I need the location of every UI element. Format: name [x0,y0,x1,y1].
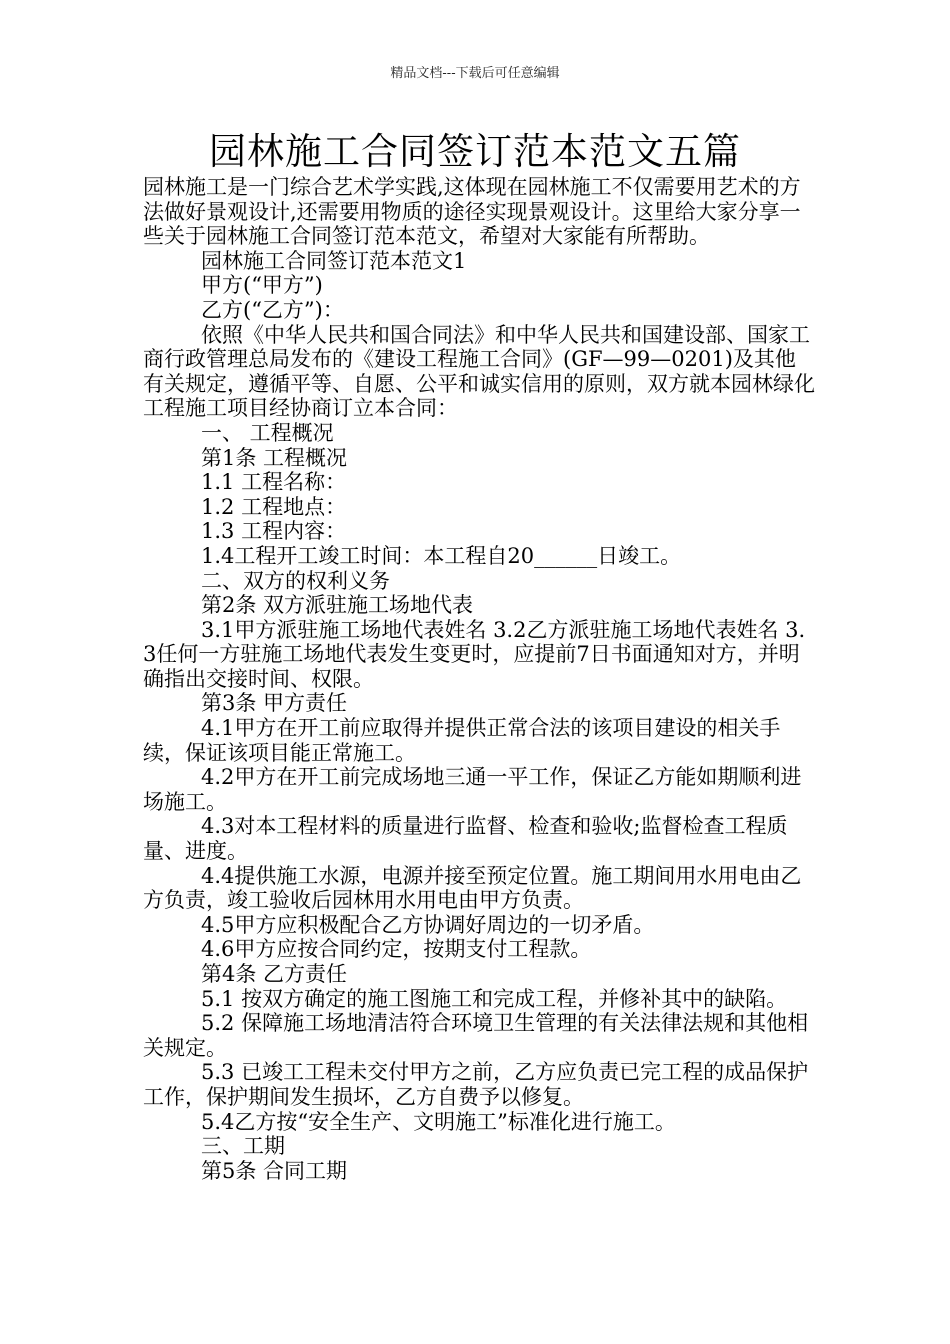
document-body [143,175,815,1183]
paragraph: 依照《中华人民共和国合同法》和中华人民共和国建设部、国家工商行政管理总局发布的《建设工程施工合同》(GF—99—0201)及其他有关规定，遵循平等、自愿、公平和诚实信用的原则，双方就本园林绿化工程施工项目经协商订立本合同： [143,322,815,421]
document-title: 园林施工合同签订范本范文五篇 [209,130,741,173]
paragraph: 三、工期 [201,1134,285,1159]
paragraph: 5.2 保障施工场地清洁符合环境卫生管理的有关法律法规和其他相关规定。 [143,1011,809,1060]
paragraph: 1.1 工程名称： [201,470,347,495]
paragraph: 4.2甲方在开工前完成场地三通一平工作，保证乙方能如期顺利进场施工。 [143,765,802,814]
paragraph: 第2条 双方派驻施工场地代表 [201,593,474,618]
paragraph: 1.4工程开工竣工时间：本工程自20______日竣工。 [201,543,682,568]
paragraph: 乙方(“乙方”)： [201,297,344,322]
paragraph: 1.3 工程内容： [201,519,347,544]
paragraph: 甲方(“甲方”) [201,273,323,298]
paragraph: 园林施工是一门综合艺术学实践,这体现在园林施工不仅需要用艺术的方法做好景观设计,还需要用物质的途径实现景观设计。这里给大家分享一些关于园林施工合同签订范本范文，希望对大家能有所帮助。 [143,175,801,249]
paragraph: 园林施工合同签订范本范文1 [201,248,467,273]
paragraph: 4.5甲方应积极配合乙方协调好周边的一切矛盾。 [201,912,655,937]
paragraph: 第4条 乙方责任 [201,962,348,986]
paragraph: 4.4提供施工水源，电源并接至预定位置。施工期间用水用电由乙方负责，竣工验收后园林用水用电由甲方负责。 [143,863,802,913]
paragraph: 4.6甲方应按合同约定，按期支付工程款。 [201,937,592,962]
paragraph: 第1条 工程概况 [201,445,348,470]
header-note: 精品文档---下载后可任意编辑 [390,66,560,81]
paragraph: 第3条 甲方责任 [201,691,348,716]
paragraph: 5.3 已竣工工程未交付甲方之前，乙方应负责已完工程的成品保护工作，保护期间发生损坏，乙方自费予以修复。 [143,1060,809,1109]
paragraph: 一、 工程概况 [201,420,334,445]
paragraph: 5.4乙方按“安全生产、文明施工”标准化进行施工。 [201,1109,676,1134]
paragraph: 3.1甲方派驻施工场地代表姓名 3.2乙方派驻施工场地代表姓名 3.3任何一方驻施工场地代表发生变更时，应提前7日书面通知对方，并明确指出交接时间、权限。 [143,617,806,691]
paragraph: 4.3对本工程材料的质量进行监督、检查和验收;监督检查工程质量、进度。 [143,814,788,864]
paragraph: 5.1 按双方确定的施工图施工和完成工程，并修补其中的缺陷。 [201,986,788,1011]
paragraph: 4.1甲方在开工前应取得并提供正常合法的该项目建设的相关手续，保证该项目能正常施工。 [143,716,781,765]
paragraph: 1.2 工程地点： [201,494,347,519]
paragraph: 二、双方的权利义务 [201,568,390,593]
paragraph: 第5条 合同工期 [201,1158,348,1183]
